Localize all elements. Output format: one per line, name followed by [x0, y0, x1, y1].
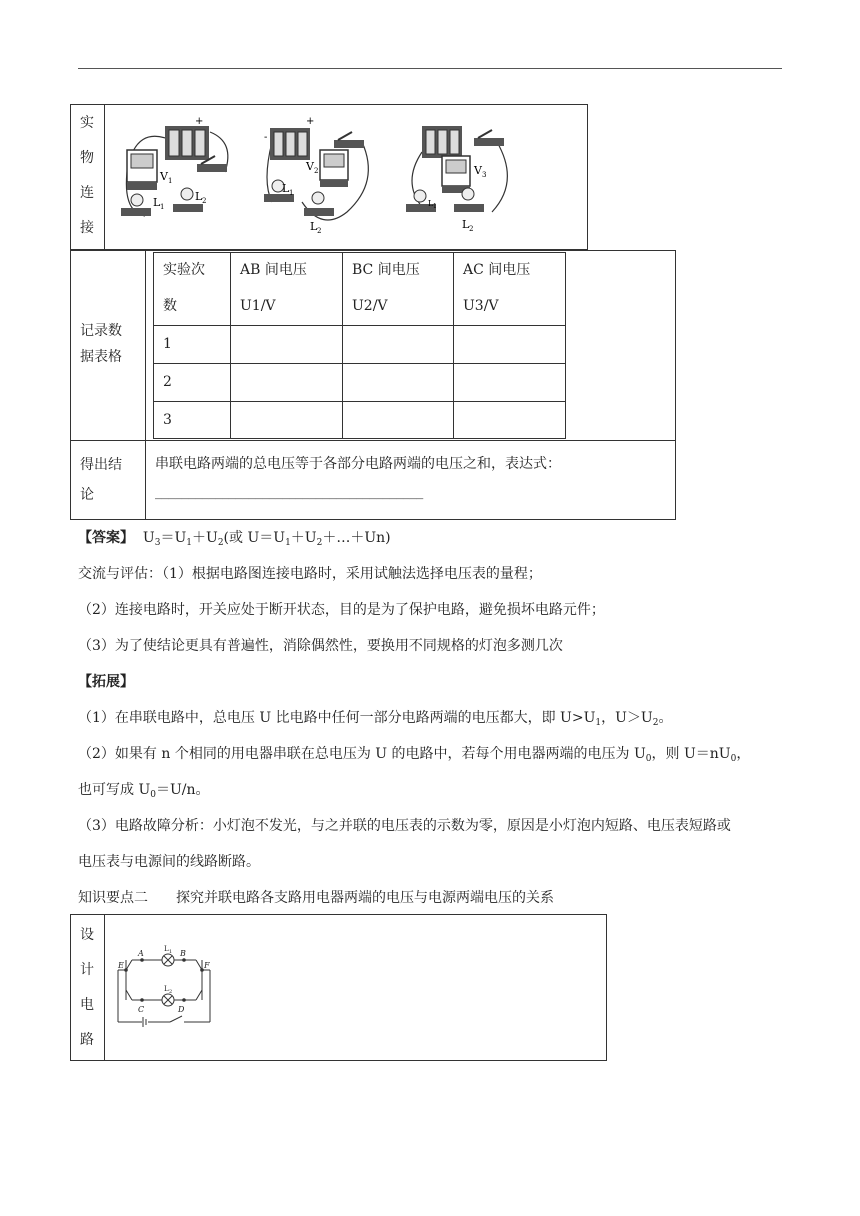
- label-char: 接: [80, 220, 94, 236]
- parallel-circuit-diagram: [112, 940, 212, 1030]
- label-line: 据表格: [80, 349, 122, 365]
- node-b-label: B: [180, 949, 186, 958]
- v1-sub: 1: [168, 177, 173, 185]
- label-line: 记录数: [80, 323, 122, 339]
- extension-p2-cont: 也可写成 $U_0=U/n$。: [78, 782, 210, 800]
- header-rule: [78, 68, 782, 69]
- v2-label: V: [306, 160, 314, 173]
- circuit-photo-3: [402, 112, 522, 240]
- l2-label: L: [310, 220, 318, 233]
- row-number: 1: [163, 336, 172, 352]
- l1-sub: 1: [160, 203, 165, 211]
- section2-title: 知识要点二 探究并联电路各支路用电器两端的电压与电源两端电压的关系: [78, 890, 554, 906]
- plus-sign: +: [195, 116, 204, 127]
- table2-divider: [104, 914, 105, 1061]
- node-c-label: C: [138, 1005, 145, 1014]
- voltmeter-icon: [320, 150, 348, 187]
- label-char: 连: [80, 185, 94, 201]
- l1-sub: 1: [433, 203, 437, 210]
- l1-sub: 1: [169, 949, 173, 955]
- label-char: 电: [80, 997, 94, 1013]
- l1-sub: 1: [289, 189, 294, 197]
- battery-icon: [165, 126, 209, 160]
- header-cell: 实验次 数: [163, 262, 205, 314]
- row-divider: [153, 325, 566, 326]
- label-char: 路: [80, 1032, 94, 1048]
- minus-sign: -: [264, 132, 268, 143]
- circuit-photo-1: [115, 112, 245, 240]
- table1-row2-label: [80, 318, 122, 370]
- v3-label: V: [474, 164, 482, 177]
- node-a-label: A: [138, 949, 144, 958]
- extension-p3-cont: 电压表与电源间的线路断路。: [78, 854, 260, 870]
- col-divider: [342, 252, 343, 439]
- node-e-label: E: [118, 961, 124, 970]
- header-cell: BC 间电压 U2/V: [352, 262, 420, 314]
- header-cell: AC 间电压 U3/V: [463, 262, 531, 314]
- col-divider: [230, 252, 231, 439]
- extension-p1: （1）在串联电路中，总电压 U 比电路中任何一部分电路两端的电压都大，即 $U>U_1$，$U>U_2$。: [78, 710, 673, 728]
- voltmeter-icon: [127, 150, 157, 190]
- header-cell: AB 间电压 U1/V: [240, 262, 307, 314]
- node-d-label: D: [178, 1005, 185, 1014]
- lamp-icon-1: [162, 954, 174, 966]
- l2-sub: 2: [169, 989, 173, 995]
- lamp-icon-2: [162, 994, 174, 1006]
- row-number: 3: [163, 412, 172, 428]
- l2-label: L: [195, 190, 203, 203]
- l2-label: L: [462, 218, 470, 231]
- circuit-photo-2: [262, 112, 382, 240]
- answer-label: 【答案】: [78, 530, 134, 546]
- col-divider: [453, 252, 454, 439]
- battery-icon: [270, 128, 310, 160]
- v3-sub: 3: [482, 171, 487, 179]
- discussion-line: 交流与评估：（1）根据电路图连接电路时，采用试触法选择电压表的量程；: [78, 566, 542, 582]
- l2-sub: 2: [469, 225, 474, 233]
- table1-row3-label: [80, 450, 122, 510]
- plus-sign: +: [306, 116, 315, 127]
- switch-icon: [334, 132, 364, 148]
- v2-sub: 2: [314, 167, 319, 175]
- l1-label: L: [282, 182, 290, 195]
- table1-lower-divider: [145, 250, 146, 520]
- table1-row3-top: [70, 440, 676, 441]
- l2-label: L: [164, 985, 169, 993]
- bulb-icon-2: [304, 192, 334, 216]
- l2-sub: 2: [202, 197, 207, 205]
- extension-p2: （2）如果有 n 个相同的用电器串联在总电压为 U 的电路中，若每个用电器两端的电压为 $U_0$，则 $U=nU_0$，: [78, 746, 751, 764]
- label-char: 实: [80, 115, 94, 131]
- v1-label: V: [160, 170, 168, 183]
- label-char: 设: [80, 927, 94, 943]
- l1-label: L: [164, 945, 169, 953]
- answer-line: 【答案】 $U_3=U_1+U_2$(或 $U=U_1+U_2+\dots+Un$): [78, 530, 391, 548]
- row-divider: [153, 401, 566, 402]
- row-divider: [153, 363, 566, 364]
- extension-title: 【拓展】: [78, 674, 134, 690]
- voltmeter-icon: [442, 156, 470, 193]
- bulb-icon-1: [121, 194, 151, 216]
- node-f-label: F: [204, 961, 210, 970]
- label-line: 得出结: [80, 457, 122, 473]
- label-char: 计: [80, 962, 94, 978]
- discussion-line: （2）连接电路时，开关应处于断开状态，目的是为了保护电路，避免损坏电路元件；: [78, 602, 605, 618]
- label-char: 物: [80, 150, 94, 166]
- extension-p3: （3）电路故障分析：小灯泡不发光，与之并联的电压表的示数为零，原因是小灯泡内短路、电压表短路或: [78, 818, 731, 834]
- conclusion-text: 串联电路两端的总电压等于各部分电路两端的电压之和，表达式：: [155, 456, 561, 472]
- row-number: 2: [163, 374, 172, 390]
- label-line: 论: [80, 487, 94, 503]
- discussion-line: （3）为了使结论更具有普遍性，消除偶然性，要换用不同规格的灯泡多测几次: [78, 638, 563, 654]
- table1-row1-divider: [104, 104, 105, 250]
- battery-icon: [422, 126, 462, 158]
- conclusion-blank: ________________________________________: [155, 484, 424, 500]
- l2-sub: 2: [317, 227, 322, 235]
- l1-label: L: [153, 196, 161, 209]
- l1-label: L: [428, 199, 434, 208]
- switch-icon: [474, 130, 504, 146]
